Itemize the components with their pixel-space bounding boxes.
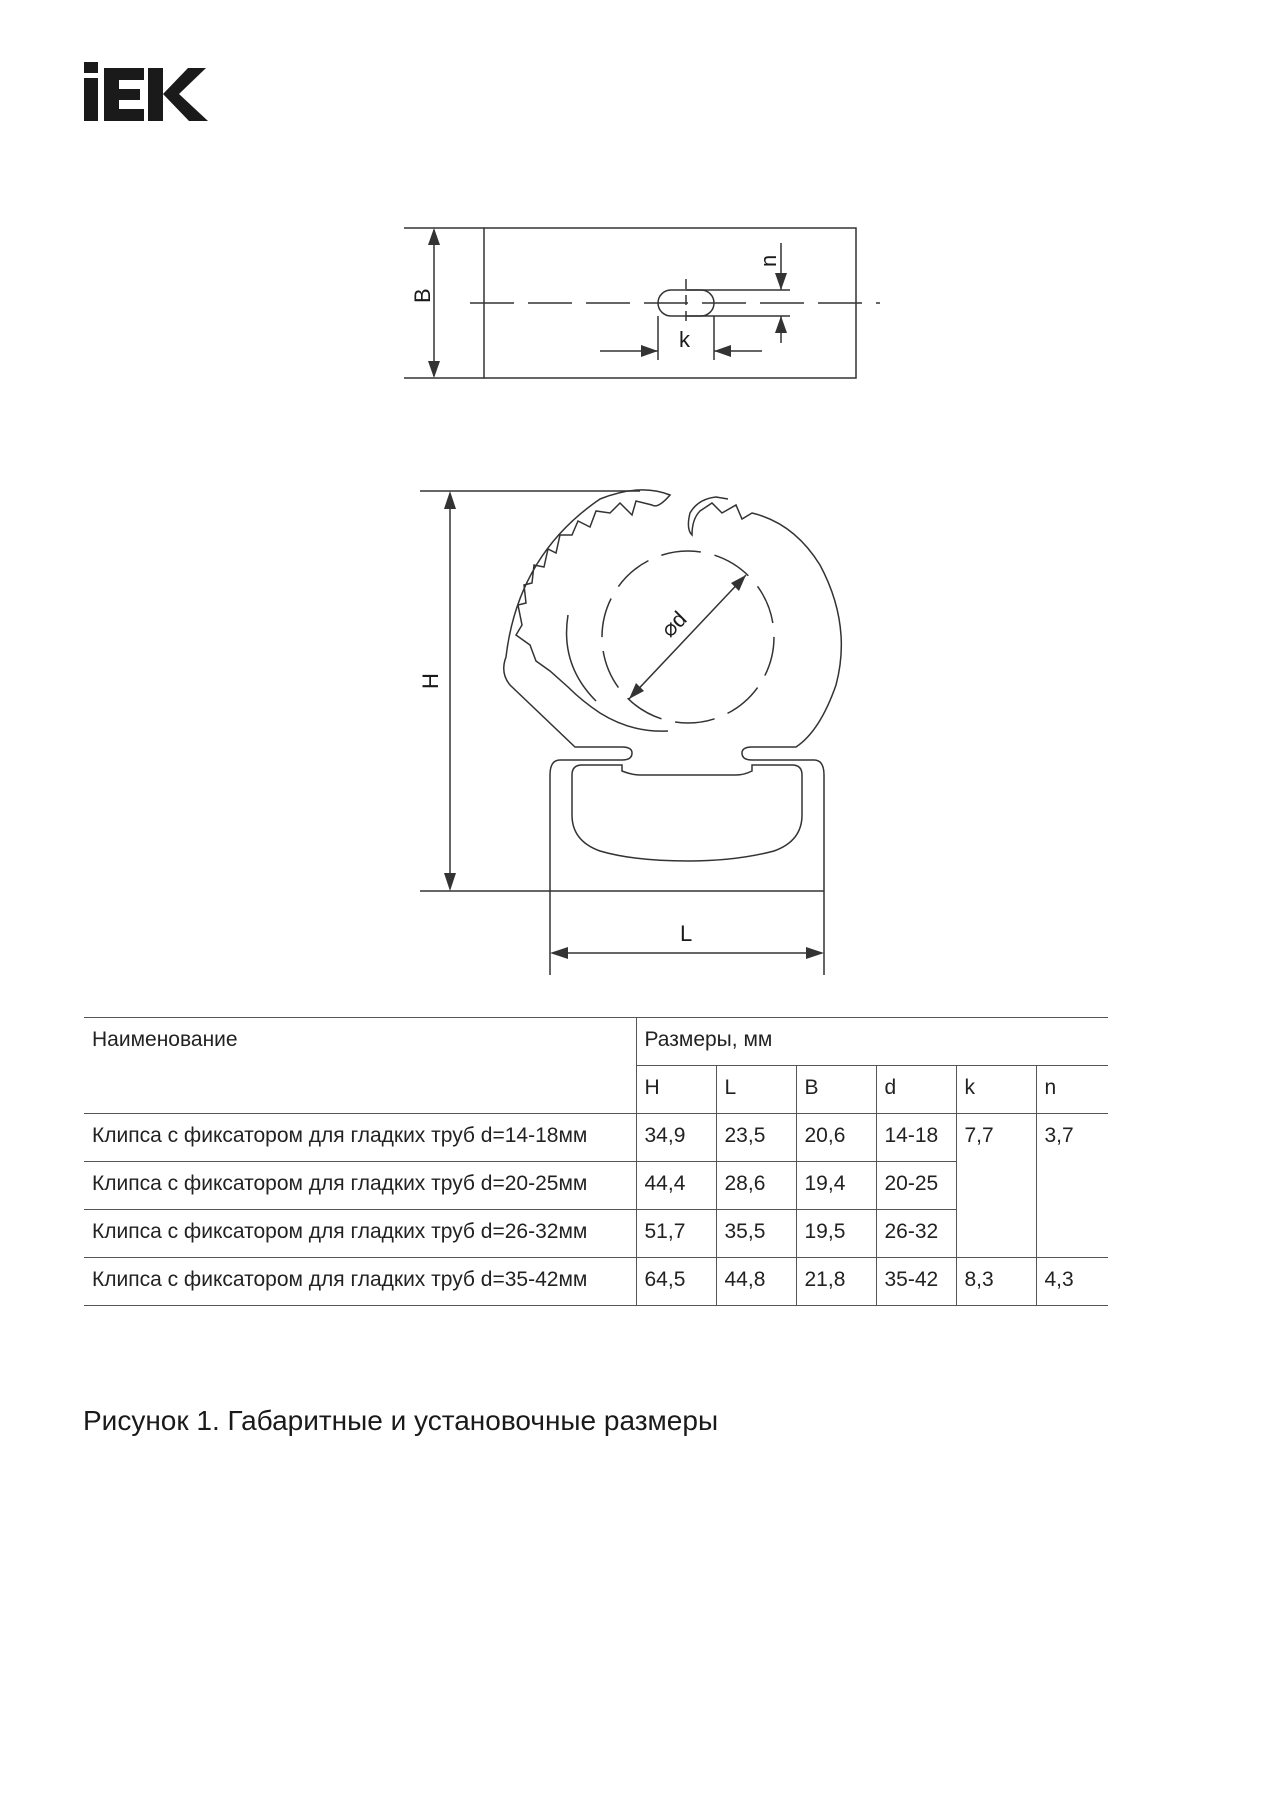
label-d: ⌀d bbox=[655, 606, 692, 642]
label-n: n bbox=[756, 254, 781, 267]
row-name: Клипса с фиксатором для гладких труб d=26-32мм bbox=[84, 1210, 636, 1258]
header-name: Наименование bbox=[84, 1018, 636, 1114]
col-b: B bbox=[796, 1066, 876, 1114]
cell-h: 64,5 bbox=[636, 1258, 716, 1306]
cell-l: 44,8 bbox=[716, 1258, 796, 1306]
table-row bbox=[84, 1210, 1108, 1258]
col-n: n bbox=[1036, 1066, 1108, 1114]
table-row bbox=[84, 1114, 1108, 1162]
cell-b: 19,5 bbox=[796, 1210, 876, 1258]
top-view-drawing bbox=[390, 215, 890, 395]
cell-d: 14-18 bbox=[876, 1114, 956, 1162]
cell-n: 4,3 bbox=[1036, 1258, 1108, 1306]
cell-b: 21,8 bbox=[796, 1258, 876, 1306]
cell-l: 28,6 bbox=[716, 1162, 796, 1210]
dimensions-table bbox=[84, 1017, 1108, 1306]
cell-d: 20-25 bbox=[876, 1162, 956, 1210]
cell-h: 34,9 bbox=[636, 1114, 716, 1162]
figure-caption: Рисунок 1. Габаритные и установочные размеры bbox=[83, 1405, 719, 1436]
cell-k: 7,7 bbox=[956, 1114, 1036, 1258]
col-k: k bbox=[956, 1066, 1036, 1114]
row-name: Клипса с фиксатором для гладких труб d=14-18мм bbox=[84, 1114, 636, 1162]
label-l: L bbox=[680, 921, 693, 946]
label-h: H bbox=[418, 673, 443, 689]
cell-k: 8,3 bbox=[956, 1258, 1036, 1306]
cell-d: 35-42 bbox=[876, 1258, 956, 1306]
col-l: L bbox=[716, 1066, 796, 1114]
cell-l: 35,5 bbox=[716, 1210, 796, 1258]
cell-n: 3,7 bbox=[1036, 1114, 1108, 1258]
cell-l: 23,5 bbox=[716, 1114, 796, 1162]
iek-logo bbox=[84, 62, 210, 122]
header-sizes: Размеры, мм bbox=[636, 1018, 1108, 1066]
cell-b: 20,6 bbox=[796, 1114, 876, 1162]
col-h: H bbox=[636, 1066, 716, 1114]
row-name: Клипса с фиксатором для гладких труб d=20-25мм bbox=[84, 1162, 636, 1210]
row-name: Клипса с фиксатором для гладких труб d=35-42мм bbox=[84, 1258, 636, 1306]
cell-h: 44,4 bbox=[636, 1162, 716, 1210]
table-row bbox=[84, 1162, 1108, 1210]
cell-d: 26-32 bbox=[876, 1210, 956, 1258]
col-d: d bbox=[876, 1066, 956, 1114]
front-view-drawing bbox=[400, 475, 880, 985]
table-row bbox=[84, 1258, 1108, 1306]
label-b: B bbox=[410, 288, 435, 303]
cell-h: 51,7 bbox=[636, 1210, 716, 1258]
cell-b: 19,4 bbox=[796, 1162, 876, 1210]
label-k: k bbox=[679, 327, 690, 352]
